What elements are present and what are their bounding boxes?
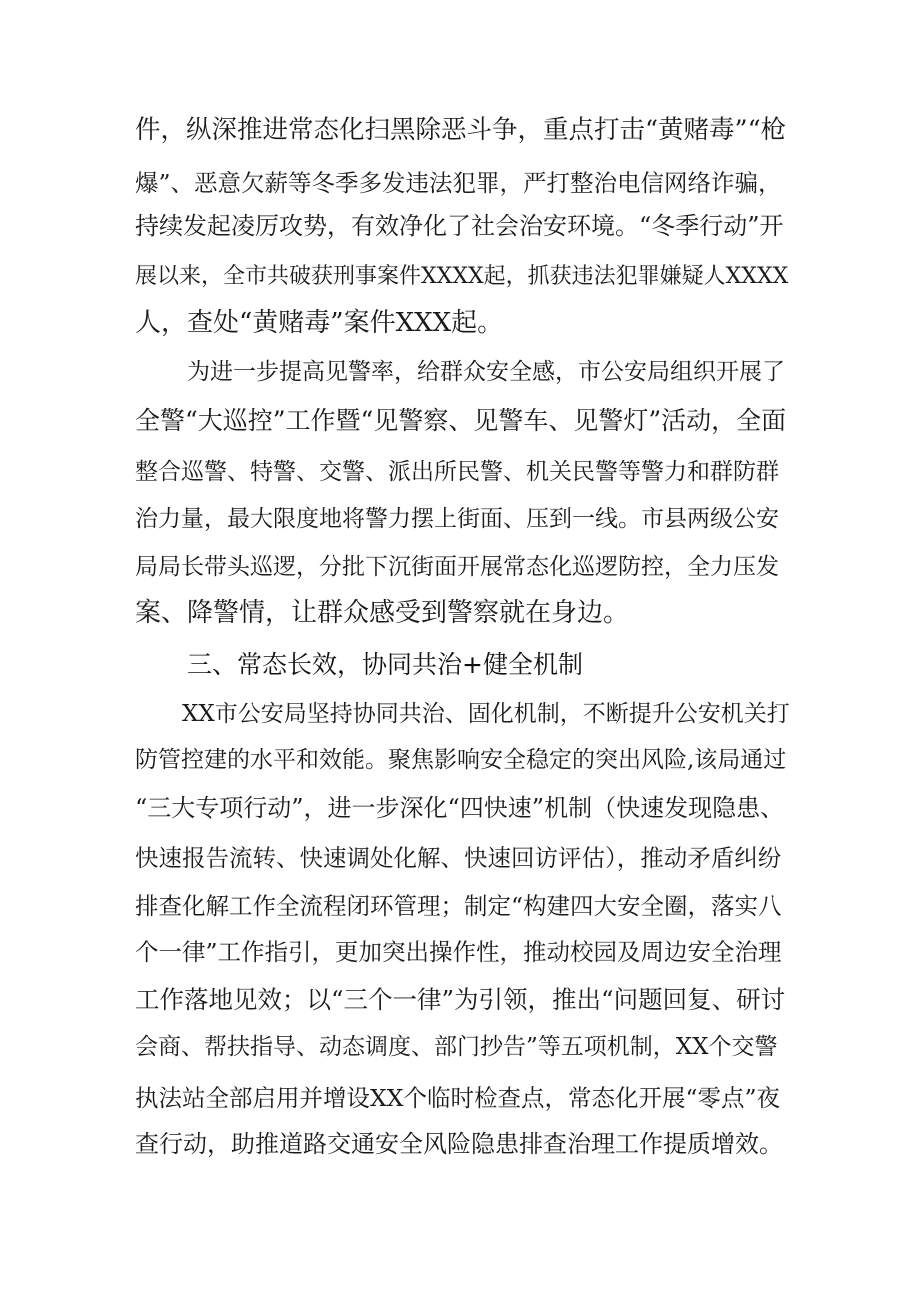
- paragraph-2-line-3: 整合巡警、特警、交警、派出所民警、机关民警等警力和群防群: [135, 459, 779, 485]
- paragraph-3-line-4: 快速报告流转、快速调处化解、快速回访评估），推动矛盾纠纷: [135, 844, 782, 872]
- paragraph-3-line-10: 查行动，助推道路交通安全风险隐患排查治理工作提质增效。: [135, 1130, 783, 1158]
- paragraph-1-line-5: 人，查处“黄赌毒”案件XXX起。: [135, 308, 504, 338]
- paragraph-3-line-6: 个一律”工作指引，更加突出操作性，推动校园及周边安全治理: [135, 938, 782, 966]
- paragraph-2-line-1: 为进一步提高见警率，给群众安全感，市公安局组织开展了: [187, 359, 785, 385]
- paragraph-3-line-3: “三大专项行动”，进一步深化“四快速”机制（快速发现隐患、: [135, 794, 785, 822]
- paragraph-1-line-2: 爆”、恶意欠薪等冬季多发违法犯罪，严打整治电信网络诈骗，: [135, 169, 782, 197]
- paragraph-2-line-5: 局局长带头巡逻，分批下沉街面开展常态化巡逻防控，全力压发: [135, 554, 779, 580]
- paragraph-3-line-2: 防管控建的水平和效能。聚焦影响安全稳定的突出风险,该局通过: [135, 747, 787, 773]
- paragraph-2-line-2: 全警“大巡控”工作暨“见警察、见警车、见警灯”活动，全面: [135, 406, 787, 435]
- section-heading: 三、常态长效，协同共治+健全机制: [187, 650, 583, 679]
- paragraph-1-line-4: 展以来，全市共破获刑事案件XXXX起，抓获违法犯罪嫌疑人XXXX: [135, 264, 789, 289]
- paragraph-3-line-9: 执法站全部启用并增设XX个临时检查点，常态化开展“零点”夜: [135, 1084, 780, 1112]
- paragraph-3-line-1: XX市公安局坚持协同共治、固化机制，不断提升公安机关打: [182, 701, 790, 727]
- paragraph-1-line-3: 持续发起凌厉攻势，有效净化了社会治安环境。“冬季行动”开: [135, 212, 784, 240]
- paragraph-3-line-5: 排查化解工作全流程闭环管理；制定“构建四大安全圈，落实八: [135, 892, 782, 920]
- paragraph-3-line-8: 会商、帮扶指导、动态调度、部门抄告”等五项机制，XX个交警: [135, 1034, 778, 1060]
- paragraph-2-line-6: 案、降警情，让群众感受到警察就在身边。: [135, 598, 630, 628]
- paragraph-3-line-7: 工作落地见效；以“三个一律”为引领，推出“问题回复、研讨: [135, 985, 786, 1014]
- paragraph-1-line-1: 件，纵深推进常态化扫黑除恶斗争，重点打击“黄赌毒”“枪: [135, 115, 787, 145]
- paragraph-2-line-4: 治力量，最大限度地将警力摆上街面、压到一线。市县两级公安: [135, 506, 779, 532]
